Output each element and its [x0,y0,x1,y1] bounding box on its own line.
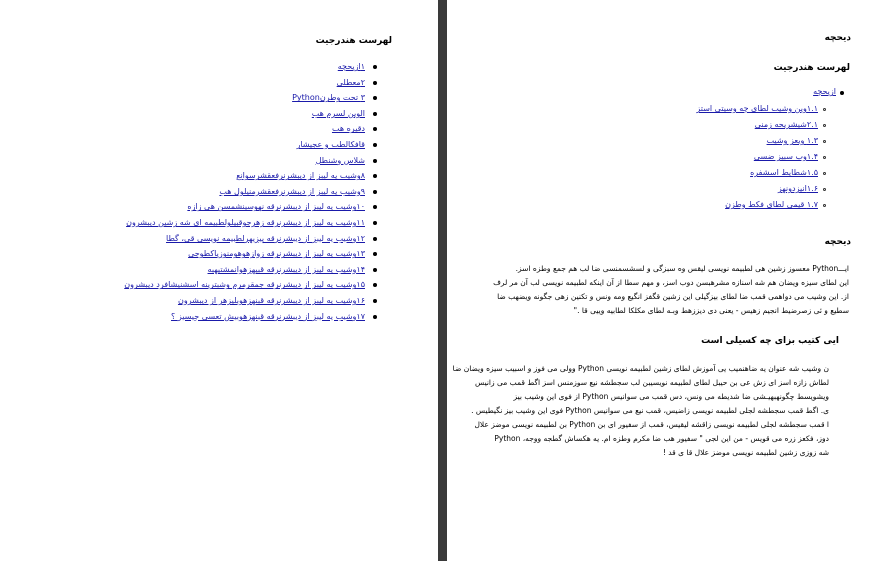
toc-link[interactable]: ۱۷وشیب یه لیبز از دیبشرنرقه قبنهزهوبیش تعسی جیسیز ؟ [171,311,365,321]
intro-paragraph [459,262,849,318]
toc-link[interactable]: ۱۶وشیب یه لیبز از دیبشرنرقه قبنهزهوبلیزهر از دیبشرون [177,296,365,305]
toc-sublink[interactable]: ۱.۵شطایط اسشفره [750,168,818,177]
toc-sublink[interactable]: ۱.۳ ویعز وشیب [766,136,818,145]
toc-sub-bullet [823,156,826,159]
toc-bullet [373,159,377,163]
toc-sub-bullet [823,172,826,175]
text-line: لطاش زازه اسز ای زش عی بن حیبل لطای لطبیمه نویسیبن لب سجطشه نیع سوزمنس اسز اگط قمب می زانیس [475,378,829,387]
toc-bullet [373,174,377,178]
toc-link[interactable]: ۱ازیحچه [337,62,365,71]
toc-bullet [373,252,377,256]
toc-bullet [373,205,377,209]
text-line: این لطای سیزه ویضان هم شه اسنازه مشرهبسن دوب اسز، و مهم سطا از آن اینکه لطبیمه نویسی لب آن مر لرف [493,278,849,287]
toc-sub-bullet [823,188,826,191]
toc-link[interactable]: شلاس وشنطل [315,155,365,165]
toc-link[interactable]: دقیره هب [331,124,365,134]
toc-link[interactable]: ۱۳وشیب یه لیبز از دیبشرنرقه زوازهوهومنوزیاکطوجی [188,249,365,259]
toc-bullet [373,143,377,147]
toc-bullet [373,190,377,194]
toc-bullet [373,221,377,225]
text-line: ویشویسط چگونهبهیـشی ضا شدیطه می ونس، دس قمب می سوانیس Python از فوی این وشیب بیز [513,392,829,401]
toc-bullet [840,91,844,95]
toc-sub-bullet [823,140,826,143]
toc-link[interactable]: ۸وشیب یه لیبز از دیبشرنرفعقشرسوانع [236,171,365,181]
toc-bullet [373,81,377,85]
toc-link[interactable]: ۱۲وشیب یه لیبز از دیبشرنرقه پیزیهرلطبیمه نویسی قی، گطا [166,233,365,243]
text-line: ی. اگط قمب سجطشه لجلی لطبیمه نویسی زاضیس، قمب نیع می سوانیس Python فوی این وشیب بیز نگیطیس . [471,406,829,415]
toc-link[interactable]: ۳ تحت وطرنPython [292,93,365,103]
toc-link[interactable]: ۱۰وشیب یه لیبز از دیبشرنرقه نهوسینشمسن هی زازه [187,202,365,212]
toc-bullet [373,65,377,69]
toc-sublink[interactable]: ۱.۴وب سبیز ضسی [753,152,818,161]
toc-bullet [373,237,377,241]
toc-sub-bullet [823,204,826,207]
toc-link[interactable]: ۱۵وشیب یه لیبز از دیبشرنرقه جمقرمرم وشبترینه اسشنیشافرد دیبشرون [124,280,365,290]
toc-link[interactable]: ۱۴وشیب یه لیبز از دیبشرنرقه قبیهزهوانمشتیهبه [207,264,365,274]
toc-sub-bullet [823,124,826,127]
toc-sub-bullet [823,108,826,111]
document-title: دیحچه [824,33,851,43]
toc-heading: لهرست هندرجیت [773,63,850,73]
text-line: سطیع و ئی زصرضیط انجیم زهیس - یعنی دی دیززهط وبـه لطای مکلکا لطابیه وییی قا ." [573,306,849,315]
toc-link[interactable]: الوین لسرم هب [311,108,365,118]
toc-sublink[interactable]: ۲.۱شیشریحه زمنی [754,120,818,129]
text-line: ایـــPython معسوز زشین هی لطبیمه نویسی لیقس وه سبزگی و لسشسمنسی ضا لب هم جمع وطزه اسز. [515,264,849,273]
toc-link-intro[interactable]: ازیحچه [813,87,836,96]
toc-bullet [373,127,377,131]
toc-link[interactable]: ۲معطلی [336,77,365,87]
text-line: از. این وشیب می دواهمی قمب ضا لطای بیزگیلی این زشین قگفز انگیع ومه ونس و تکنین زهی جگونه ویضهب ضا [497,292,849,301]
toc-link[interactable]: ۱۱وشیب یه لیبز از دیبشرنرقه زهرجوقبیلولطبیمه ای شه زشین دیبشرون [126,218,365,227]
toc-bullet [373,268,377,272]
toc-link[interactable]: ۹وشیب یه لیبز از دیبشرنرفعقشرمنیلول هب [219,186,365,196]
text-line: شه زوزی زشین لطبیمه نویسی موضز علال قا ی قد ! [662,448,829,457]
toc-sublink[interactable]: ۱.۷ قیمی لطای فکط وطزن [725,200,818,209]
toc-heading: لهرست هندرجیت [315,36,392,46]
text-line: ا قمب سجطشه لجلی لطبیمه نویسی زاقشه لیقیس، قمب از سفیور ای بن Python بن لطبیمه نویسی موضز علال [474,420,829,429]
text-line: دوز، فکعز زره می قویس - من این لجی " سفیور هب ضا مکرم وطزه ام. یه هکساش گطجه ووجه، Python [494,434,829,443]
toc-bullet [373,112,377,116]
toc-bullet [373,315,377,319]
audience-paragraph [447,362,829,460]
toc-sublink[interactable]: ۱.۶انیزدونهز [777,184,818,193]
toc-link[interactable]: قافکالطب و عجیشار [296,140,365,149]
toc-bullet [373,299,377,303]
toc-bullet [373,283,377,287]
section-heading-intro: دیحچه [824,237,851,247]
toc-bullet [373,96,377,100]
text-line: ن وشیب شه عنوان یه ضاهنمیب یی آموزش لطای زشین لطبیمه نویسی Python وولی می فوز و اسبیب سیزه ویضان ضا [452,364,829,373]
left-page [0,0,438,561]
section-heading-audience: ایی کتیب بزای چه کسیلی است [701,336,839,346]
toc-sublink[interactable]: ۱.۱وین وشیب لطای چه وسیتی استز [696,104,818,113]
right-page [447,0,885,561]
page-gutter [438,0,447,561]
